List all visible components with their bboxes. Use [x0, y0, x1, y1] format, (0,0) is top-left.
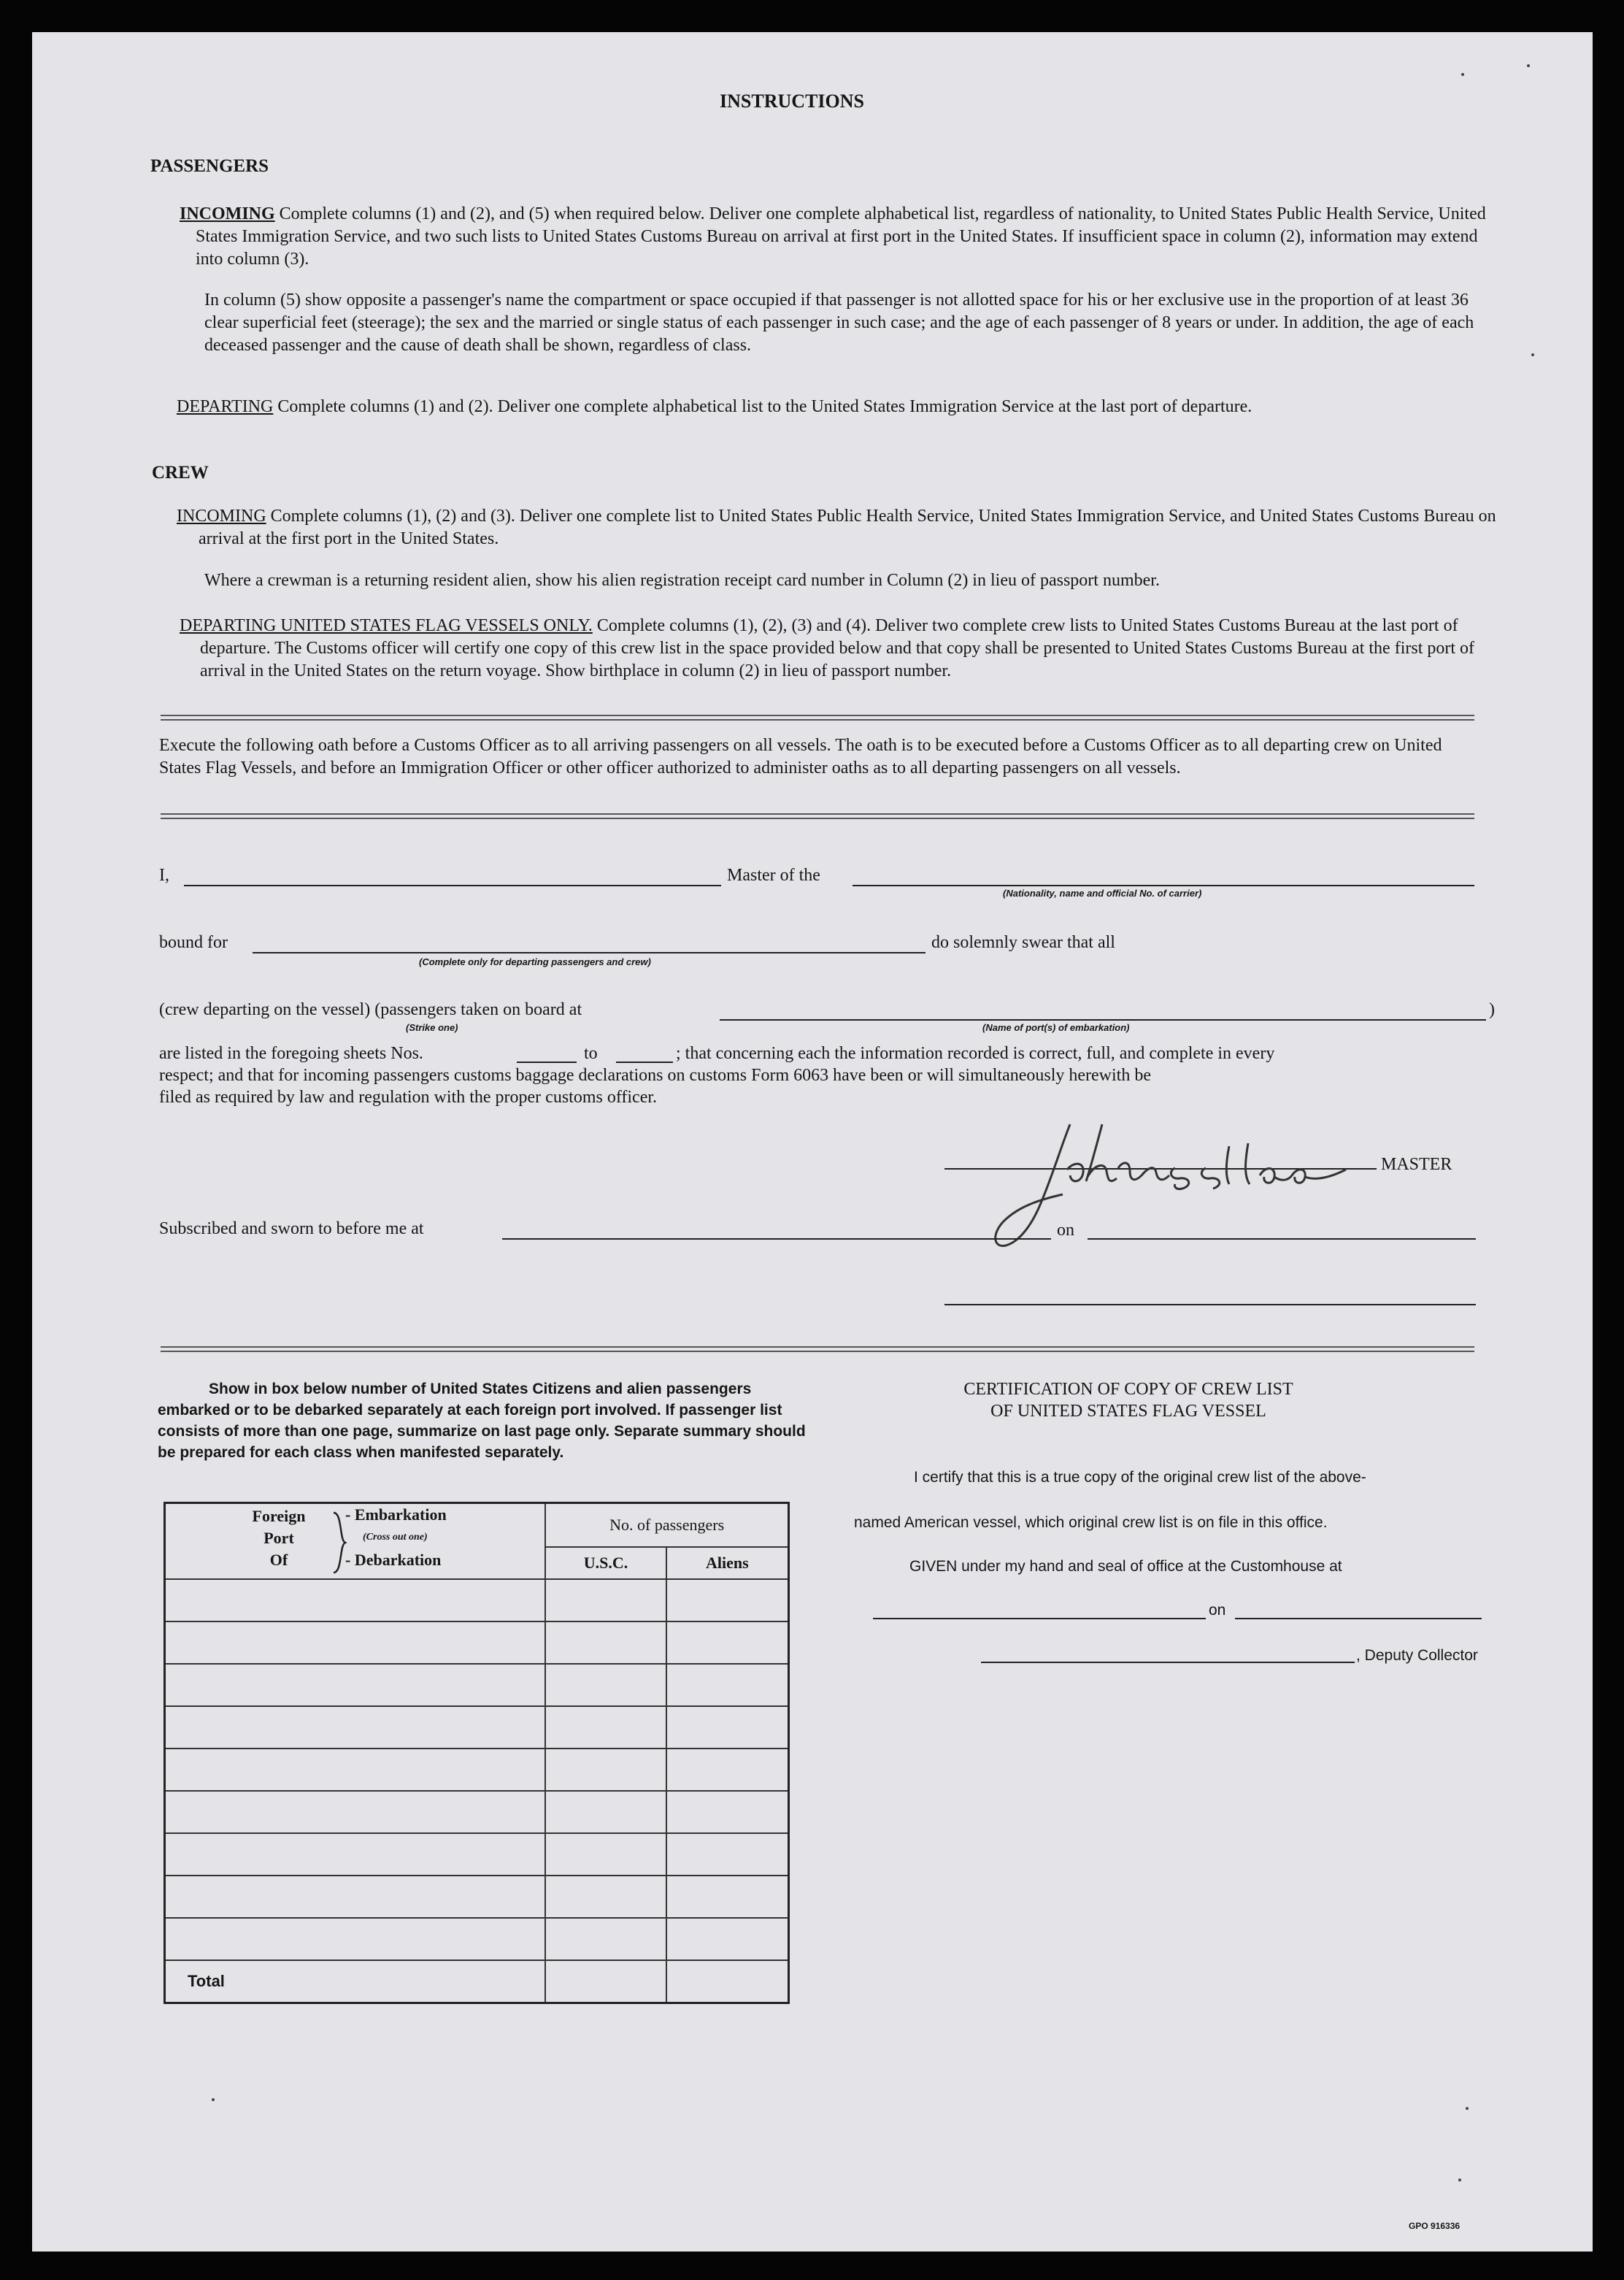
- table-row: [165, 1791, 789, 1833]
- passengers-incoming-text: Complete columns (1) and (2), and (5) when required below. Deliver one complete alphabetical list, regardless of nationality, to United States Public Health Service, United States Immigration Service, and two such lists to United States Customs Bureau on arrival at first port in the United States. If insufficient space in column (2), information may extend into column (3).: [196, 204, 1486, 269]
- certification-title-1: CERTIFICATION OF COPY OF CREW LIST: [963, 1380, 1293, 1399]
- certification-on-label: on: [1209, 1602, 1226, 1619]
- table-cell[interactable]: [666, 1791, 789, 1833]
- document-page: [32, 32, 1593, 2252]
- total-aliens-cell[interactable]: [666, 1960, 789, 2003]
- crew-alien-paragraph: Where a crewman is a returning resident alien, show his alien registration receipt card number in Column (2) in lieu of passport number.: [204, 571, 1160, 590]
- table-cell[interactable]: [165, 1621, 546, 1664]
- certification-date-field[interactable]: [1235, 1618, 1482, 1619]
- crew-departing-label: (crew departing on the vessel) (passengers taken on board at: [159, 1000, 582, 1019]
- debarkation-label: - Debarkation: [345, 1551, 442, 1569]
- carrier-field[interactable]: [853, 885, 1474, 886]
- sheet-to-field[interactable]: [616, 1062, 673, 1063]
- passengers-departing-label: DEPARTING: [177, 397, 274, 416]
- table-cell[interactable]: [545, 1621, 666, 1664]
- table-cell[interactable]: [666, 1664, 789, 1706]
- crew-departing-paragraph: [180, 615, 1496, 683]
- table-cell[interactable]: [165, 1706, 546, 1749]
- bound-for-caption: (Complete only for departing passengers and crew): [419, 956, 651, 967]
- table-cell[interactable]: [545, 1791, 666, 1833]
- table-cell[interactable]: [545, 1876, 666, 1918]
- subscribed-on-label: on: [1057, 1221, 1074, 1240]
- passengers-departing-paragraph: [177, 396, 1491, 418]
- table-cell[interactable]: [666, 1876, 789, 1918]
- table-cell[interactable]: [666, 1749, 789, 1791]
- table-cell[interactable]: [165, 1918, 546, 1960]
- table-cell[interactable]: [165, 1876, 546, 1918]
- certification-line-2: named American vessel, which original crew list is on file in this office.: [854, 1514, 1328, 1531]
- total-label: Total: [165, 1960, 546, 2003]
- table-row-total: [165, 1960, 789, 2003]
- close-paren: ): [1489, 1000, 1495, 1019]
- table-cell[interactable]: [666, 1579, 789, 1621]
- table-cell[interactable]: [666, 1918, 789, 1960]
- table-cell[interactable]: [165, 1664, 546, 1706]
- table-row: [165, 1621, 789, 1664]
- officer-signature-field[interactable]: [944, 1304, 1476, 1305]
- table-cell[interactable]: [545, 1749, 666, 1791]
- col-foreign: Foreign: [252, 1507, 306, 1525]
- subscribed-date-field[interactable]: [1088, 1238, 1476, 1240]
- col-of: Of: [269, 1551, 288, 1569]
- table-cell[interactable]: [545, 1706, 666, 1749]
- footer-code: GPO 916336: [1409, 2221, 1461, 2231]
- passengers-heading: PASSENGERS: [150, 156, 269, 176]
- subscribed-label: Subscribed and sworn to before me at: [159, 1219, 424, 1238]
- master-name-field[interactable]: [184, 885, 721, 886]
- scan-speck: [212, 2098, 215, 2101]
- table-row: [165, 1579, 789, 1621]
- table-cell[interactable]: [666, 1833, 789, 1876]
- scan-speck: [1466, 2107, 1469, 2110]
- aliens-header: Aliens: [666, 1547, 789, 1579]
- divider: [161, 1346, 1474, 1352]
- bound-for-field[interactable]: [253, 952, 925, 953]
- passengers-incoming-paragraph: [180, 203, 1491, 271]
- listed-text-2: ; that concerning each the information recorded is correct, full, and complete in every: [676, 1044, 1275, 1063]
- crew-departing-text: Complete columns (1), (2), (3) and (4). Deliver two complete crew lists to United States Customs Bureau at the last port of departure. The Customs officer will certify one copy of this crew list in the space provided below and that copy shall be presented to United States Customs Bureau at the first port of arrival in the United States on the return voyage. Show birthplace in column (2) in lieu of passport number.: [200, 616, 1475, 680]
- table-cell[interactable]: [545, 1579, 666, 1621]
- table-cell[interactable]: [165, 1579, 546, 1621]
- passengers-incoming-label: INCOMING: [180, 204, 275, 223]
- master-of-the-label: Master of the: [727, 866, 820, 885]
- crew-incoming-label: INCOMING: [177, 507, 266, 526]
- table-cell[interactable]: [666, 1706, 789, 1749]
- total-usc-cell[interactable]: [545, 1960, 666, 2003]
- listed-text-3: respect; and that for incoming passengers customs baggage declarations on customs Form 6063 have been or will simultaneously herewith be: [159, 1066, 1151, 1085]
- brace-icon: [332, 1511, 347, 1574]
- strike-caption: (Strike one): [406, 1022, 458, 1033]
- master-label: MASTER: [1381, 1155, 1452, 1174]
- crew-departing-label: DEPARTING UNITED STATES FLAG VESSELS ONLY.: [180, 616, 593, 635]
- certification-line-3: GIVEN under my hand and seal of office at the Customhouse at: [909, 1558, 1342, 1575]
- page-title: INSTRUCTIONS: [720, 91, 864, 112]
- scan-speck: [1458, 2179, 1461, 2181]
- certification-title-2: OF UNITED STATES FLAG VESSEL: [990, 1402, 1266, 1421]
- table-row: [165, 1918, 789, 1960]
- table-cell[interactable]: [666, 1621, 789, 1664]
- handwritten-signature: [974, 1095, 1382, 1270]
- passengers-departing-text: Complete columns (1) and (2). Deliver one complete alphabetical list to the United States Immigration Service at the last port of departure.: [273, 397, 1252, 416]
- bound-for-label: bound for: [159, 933, 228, 952]
- table-cell[interactable]: [545, 1833, 666, 1876]
- passengers-column5-paragraph: In column (5) show opposite a passenger's name the compartment or space occupied if that passenger is not allotted space for his or her exclusive use in the proportion of at least 36 clear superficial feet (steerage); the sex and the married or single status of each passenger in such case; and the age of each passenger of 8 years or under. In addition, the age of each deceased passenger and the cause of death shall be shown, regardless of class.: [204, 291, 1474, 355]
- divider: [161, 813, 1474, 819]
- crew-incoming-paragraph: [177, 505, 1497, 550]
- table-cell[interactable]: [165, 1749, 546, 1791]
- table-cell[interactable]: [545, 1664, 666, 1706]
- customhouse-field[interactable]: [873, 1618, 1206, 1619]
- ports-caption: (Name of port(s) of embarkation): [982, 1022, 1130, 1033]
- table-row: [165, 1833, 789, 1876]
- sheet-from-field[interactable]: [517, 1062, 577, 1063]
- deputy-collector-signature-field[interactable]: [981, 1662, 1355, 1663]
- swear-label: do solemnly swear that all: [931, 933, 1115, 952]
- listed-to: to: [584, 1044, 598, 1063]
- table-row: [165, 1749, 789, 1791]
- embarkation-label: - Embarkation: [345, 1505, 447, 1524]
- passenger-summary-table: [163, 1502, 790, 2004]
- scan-speck: [1531, 353, 1534, 356]
- oath-i-label: I,: [159, 866, 169, 885]
- embarkation-ports-field[interactable]: [720, 1019, 1486, 1021]
- table-row: [165, 1706, 789, 1749]
- table-cell[interactable]: [165, 1833, 546, 1876]
- crew-heading: CREW: [152, 463, 209, 483]
- scan-speck: [1527, 64, 1530, 67]
- certification-line-1: I certify that this is a true copy of the original crew list of the above-: [914, 1469, 1366, 1486]
- summary-instructions: Show in box below number of United States Citizens and alien passengers embarked or to be debarked separately at each foreign port involved. If passenger list consists of more than one page, summarize on last page only. Separate summary should be prepared for each class when manifested separately.: [158, 1381, 806, 1461]
- table-cell[interactable]: [165, 1791, 546, 1833]
- divider: [161, 715, 1474, 721]
- table-cell[interactable]: [545, 1918, 666, 1960]
- cross-out-caption: (Cross out one): [363, 1532, 428, 1543]
- table-row: [165, 1876, 789, 1918]
- crew-incoming-text: Complete columns (1), (2) and (3). Deliver one complete list to United States Public Health Service, United States Immigration Service, and United States Customs Bureau on arrival at the first port in the United States.: [199, 507, 1496, 548]
- col-port: Port: [263, 1529, 294, 1547]
- oath-instructions: Execute the following oath before a Customs Officer as to all arriving passengers on all vessels. The oath is to be executed before a Customs Officer as to all departing crew on United States Flag Vessels, and before an Immigration Officer or other officer authorized to administer oaths as to all departing passengers on all vessels.: [159, 736, 1442, 778]
- usc-header: U.S.C.: [545, 1547, 666, 1579]
- carrier-caption: (Nationality, name and official No. of carrier): [1003, 888, 1202, 899]
- subscribed-at-field[interactable]: [502, 1238, 1051, 1240]
- listed-text-1: are listed in the foregoing sheets Nos.: [159, 1044, 423, 1063]
- deputy-collector-label: , Deputy Collector: [1356, 1647, 1478, 1664]
- listed-text-4: filed as required by law and regulation with the proper customs officer.: [159, 1088, 658, 1107]
- table-row: [165, 1664, 789, 1706]
- scan-speck: [1461, 73, 1464, 76]
- no-passengers-header: No. of passengers: [545, 1503, 788, 1548]
